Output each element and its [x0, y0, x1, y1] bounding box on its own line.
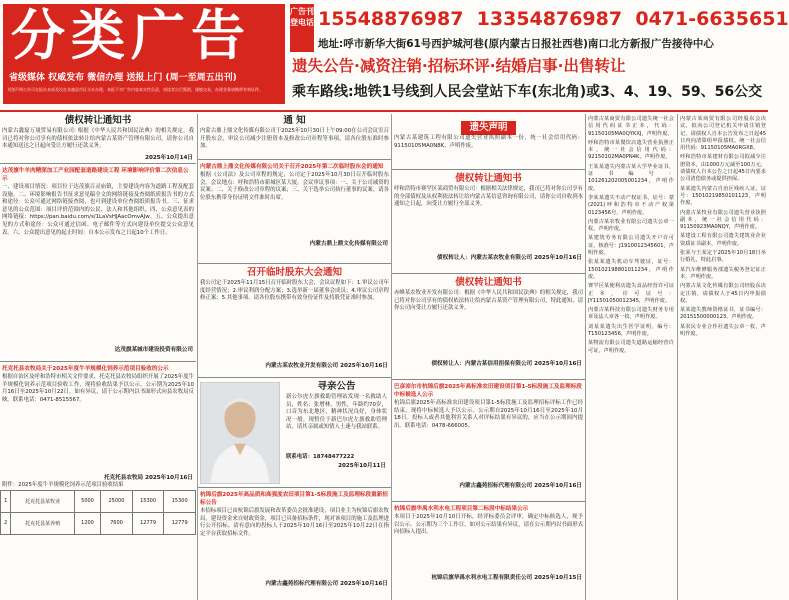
table-cell: 5000	[74, 490, 100, 512]
notice-title: 通 知	[283, 115, 306, 126]
column-3	[391, 114, 584, 600]
notice-body: 呼和浩特市赛罕区某商贸有限公司：根据相关法律规定，我司已将对你公司享有的全部债权及从权利依法转让给内蒙古某信息咨询有限公司，请你公司自收到本通知之日起，向受让方履行全部义务。	[394, 186, 583, 208]
notice-title: 债权转让通知书	[455, 173, 522, 184]
list-item: 某农民专业合作社遗失公章一枚，声明作废。	[680, 323, 766, 338]
notice-signature: 达茂旗某城市建设投资有限公司	[114, 347, 193, 353]
notice-signature: 2025年10月11日	[338, 462, 386, 469]
list-item: 内蒙古某商贸有限公司经股东会决议，拟向公司登记机关申请注销登记，请债权人自本公告发布之日起45日内向清算组申报债权。统一社会信用代码：91150105MA0RGX8。	[680, 116, 766, 152]
notice-body: 一、建设项目情况：项目位于达茂旗百灵庙镇，主要建设内容为道路工程及配套设施。二、环境影响报告书征求意见稿全文的网络链接及查阅纸质报告书的方式和途径：公众可通过网络链接查阅，也可到建设单位查阅纸质报告书。三、征求意见的公众范围：项目评价范围内的公民、法人和其他组织。四、公众意见表的网络链接：https://pan.baidu.com/s/1LaVsHJAacOmvAJw。五、公众提出意见的方式和途径：公众可通过信函、电子邮件等方式向建设单位提交公众意见表。六、公众提出意见的起止时间：自本公示发布之日起10个工作日。	[2, 184, 194, 236]
notice-banner: 内蒙古鼎上鼎文化传媒有限公司关于召开2025年第二次临时股东会的通知	[200, 164, 384, 170]
table-cell: 2	[1, 512, 11, 534]
person-photo	[200, 382, 280, 484]
notice-signature: 债权转让人：内蒙古某信用担保有限公司 2025年10月16日	[431, 361, 582, 367]
notice-signature: 托克托县农牧局 2025年10月16日	[103, 475, 193, 481]
notice-signature: 内蒙古鑫苑招标代理有限公司 2025年10月16日	[265, 581, 388, 587]
notice-title: 债权转让通知书	[455, 277, 522, 288]
list-item: 张某与王某定于2025年10月18日举行婚礼，特此启事。	[680, 250, 766, 264]
notice-title: 遗失声明	[461, 121, 515, 135]
list-item: 某某遗失内蒙古自治区残疾人证，证号：15010219850101123，声明作废。	[680, 185, 766, 207]
notice-banner: 杭锦后旗2025年高品质和高强度农田项目第1-5标段施工及监理标段重新招标公告	[200, 492, 388, 506]
table-cell: 1	[1, 490, 11, 512]
list-item: 内蒙古某商贸有限公司遗失统一社会信用代码证书正本，代码：91150105MA0QYKXJ，声明作废。	[588, 116, 674, 137]
notice-tender	[198, 490, 391, 600]
header-divider	[0, 110, 768, 112]
table-row	[1, 512, 196, 534]
table-cell: 托克托县某牧业	[11, 490, 75, 512]
newspaper-header	[0, 0, 789, 110]
list-item: 某建筑劳务有限公司遗失开户许可证，核准号：J1910012345601，声明作废。	[588, 235, 674, 257]
table-cell: 12779	[164, 512, 196, 534]
notice-interim-meeting	[198, 266, 391, 378]
table-cell: 15300	[132, 490, 164, 512]
notice-lost-statement	[392, 114, 585, 170]
services-line: 遗失公告·减资注销·招标环评·结婚启事·出售转让	[292, 57, 626, 75]
masthead-slogan: 省级媒体 权威发布 微信办理 送报上门 (周一至周五出刊)	[9, 73, 237, 83]
column-5-classifieds	[677, 114, 768, 600]
table-cell: 25000	[101, 490, 133, 512]
office-address: 地址:呼市新华大街61号西护城河巷(原内蒙古日报社西巷)南口北方新报广告接待中心	[318, 38, 714, 50]
column-1	[0, 114, 196, 600]
notice-banner: 托克托县农牧局关于2025年度牛羊规模化饲养示范项目验收的公示	[2, 366, 169, 372]
contact-phone: 联系电话：18748477222	[286, 454, 355, 460]
phone-numbers	[318, 2, 789, 36]
notice-signature: 债权转让人：内蒙古某农牧业有限公司 2025年10月16日	[437, 255, 582, 261]
notice-body: 本招标项目已由杭锦后旗发展和改革委员会批准建设，项目业主为杭锦后旗农牧局，建设资金来自财政资金，项目已具备招标条件，现对该项目的施工及监理进行公开招标。请有意向的投标人于2025年10月16日至2025年10月22日在指定平台获取招标文件。	[200, 508, 389, 537]
notice-missing-person	[198, 380, 391, 488]
bus-route: 乘车路线:地铁1号线到人民会堂站下车(东北角)或3、4、19、59、56公交	[292, 84, 763, 100]
notice-bid-candidates	[392, 382, 585, 502]
list-item: 某物流有限公司遗失道路运输经营许可证，声明作废。	[588, 340, 674, 354]
notice-project-acceptance	[0, 364, 196, 600]
notice-signature: 内蒙古某农牧业开发有限公司 2025年10月16日	[265, 363, 388, 369]
list-item: 王某某遗失内蒙古某大学毕业证书，证书编号：101261202005001234，声明作废。	[588, 163, 674, 192]
notice-body: 内蒙古某建筑工程有限公司遗失营业执照副本一份，统一社会信用代码：91150105MA0N8K，声明作废。	[394, 135, 583, 149]
masthead-small-print: 刊登声明公告可在报社本部及设在各旗县市区分社办理，本报不对广告内容真实性负责，请读者自行甄别，谨慎交易，办理业务请携带有效证件。	[7, 87, 263, 92]
list-item: 内蒙古某农牧业有限公司遗失公章一枚，声明作废。	[588, 218, 674, 233]
list-item: 赛罕区某便利店遗失食品经营许可证正本，许可证号：JY11501050012345，声明作废。	[588, 283, 674, 304]
list-item: 刘某某遗失出生医学证明，编号：T150123456，声明作废。	[588, 323, 674, 338]
masthead-title: 分类广告	[11, 3, 251, 67]
table-cell: 7600	[101, 512, 133, 534]
list-item: 内蒙古某文化传媒有限公司经股东决定注销，请债权人于45日内申报债权。	[680, 283, 766, 304]
notice-body: 内蒙古鑫磊万晟贸易有限公司: 根据《中华人民共和国民法典》的相关规定，我司已将对你公司享有的债权依法转让给内蒙古某资产管理有限公司，请你公司自本通知送达之日起向受让方履行还款义务。	[2, 128, 194, 150]
list-item: 呼和浩特市某建材有限公司拟减少注册资本，由1000万元减至100万元，请债权人自本公告之日起45日内要求公司清偿债务或提供担保。	[680, 154, 766, 183]
notice-title: 寻亲公告	[317, 381, 356, 392]
notice-debt-transfer-2	[392, 172, 585, 274]
notice-debt-transfer-1	[0, 114, 196, 164]
notice-body: 杭锦后旗2025年高标准农田建设项目第1-5标段施工及监理招标评标工作已经结束，现将中标候选人予以公示。公示期自2025年10月16日至2025年10月18日。投标人或者其他利害关系人对评标结果有异议的，应当在公示期间内提出。联系电话：0478-666005。	[394, 400, 583, 429]
notice-banner: 杭锦后旗华禹水利水电工程项目第二标段中标结果公示	[394, 506, 529, 512]
notice-signature: 杭锦后旗华禹水利水电工程有限责任公司 2025年10月15日	[431, 575, 582, 581]
table-row	[1, 490, 196, 512]
list-item: 某建设工程有限公司遗失建筑业企业资质证书副本，声明作废。	[680, 233, 766, 247]
table-cell: 15300	[164, 490, 196, 512]
table-cell: 托克托县某养殖	[11, 512, 75, 534]
list-item: 某汽车维修服务部遗失税务登记证正本，声明作废。	[680, 266, 766, 280]
column-4-classifieds	[585, 114, 676, 600]
table-cell: 1200	[74, 512, 100, 534]
notice-body: 新公尔虎左旗救助管理站发现一名救助人员，姓名：张增林，男性，年龄约70岁，口音为东北地区，精神状况良好，身体状况一般。现暂住于新巴尔虎左旗救助管理站，请其亲属或知情人士速与我站联系。	[286, 394, 387, 431]
list-item: 呼和浩特市某餐饮店遗失营业执照正本，统一社会信用代码：92150102MA0PN4K，声明作废。	[588, 139, 674, 161]
notice-bid-result	[392, 504, 585, 600]
acceptance-table	[0, 490, 196, 535]
notice-title: 召开临时股东大会通知	[246, 267, 342, 278]
table-cell: 12779	[132, 512, 164, 534]
notice-body: 本项目于2025年10月10日开标，经评标委员会评审，确定中标候选人，现予以公示。公示期为三个工作日。如对公示结果有异议，请在公示期内以书面形式向招标人提出。	[394, 514, 583, 536]
masthead	[3, 4, 285, 104]
table-caption: 附件：2025年度牛羊规模化饲养示范项目验收结果	[2, 482, 124, 488]
notice-body: 根据自治区及呼和浩特市相关文件要求，托克托县农牧局组织开展了2025年度牛羊规模化饲养示范项目验收工作，现将验收结果予以公示。公示期为2025年10月16日至2025年10月22日。如有异议，请于公示期内以书面形式向县农牧局反映。联系电话：0471-8515567。	[2, 374, 194, 403]
phone-2: 13354876987	[476, 8, 623, 30]
notice-debt-transfer-3	[392, 276, 585, 380]
notice-signature: 内蒙古鼎上鼎文化传媒有限公司	[309, 241, 388, 247]
notice-banner: 达茂旗牛羊肉精深加工产业园配套道路建设工程 环境影响评价第二次信息公示	[2, 168, 189, 182]
list-item: 李某某遗失不动产权证书，证号：蒙(2021)呼和浩特市不动产权第0123456号，声明作废。	[588, 194, 674, 216]
list-item: 内蒙古某科技有限公司遗失财务专用章及法人章各一枚，声明作废。	[588, 307, 674, 321]
notice-body: 我公司定于2025年11月15日召开临时股东大会，会议议程如下：1.审议公司年度经营情况；2.审议利润分配方案；3.选举新一届董事会成员；4.审议公司章程修正案；5.其他事项。请各位股东携带有效身份证件及持股凭证准时参加。	[200, 280, 389, 302]
notice-signature: 2025年10月14日	[145, 155, 193, 161]
person-photo-image	[201, 383, 279, 483]
notice-title: 债权转让通知书	[64, 115, 132, 126]
hotline-label: 广告刊登电话	[290, 4, 314, 52]
notice-signature: 内蒙古鑫苑招标代理有限公司 2025年10月16日	[459, 483, 582, 489]
phone-1: 15548876987	[318, 8, 464, 30]
list-item: 某某遗失教师资格证书，证书编号：20151500000123，声明作废。	[680, 307, 766, 321]
notice-body: 赤峰某农牧业开发有限公司：根据《中华人民共和国民法典》的相关规定，我司已将对你公司享有的债权依法转让给内蒙古某资产管理有限公司，特此通知，请你公司向受让方履行还款义务。	[394, 290, 583, 312]
list-item: 内蒙古某牧业有限公司遗失营业执照副本，统一社会信用代码：91150923MA0NQY，声明作废。	[680, 209, 766, 231]
notice-body: 内蒙古鼎上鼎文化传媒有限公司于2025年10月30日上午09:00在公司会议室召开股东会，审议公司减少注册资本及修改公司章程等事项，请各位股东准时参加。	[200, 128, 389, 150]
notice-eia-publicity	[0, 166, 196, 362]
notice-body: 根据《公司法》及公司章程的规定，公司定于2025年10月30日召开临时股东会。会议地点：呼和浩特市新城区某大厦。会议审议事项：一、关于公司减资的议案；二、关于修改公司章程的议案；三、关于选举公司执行董事的议案。请各位股东携带身份证明文件准时出席。	[200, 172, 389, 201]
column-2	[197, 114, 390, 600]
phone-3: 0471-6635651	[635, 8, 789, 30]
notice-shareholder-meeting	[198, 162, 391, 264]
classified-list	[678, 114, 768, 342]
classified-list	[586, 114, 676, 359]
notice-general	[198, 114, 391, 160]
notice-banner: 巴彦淖尔市杭锦后旗2025年高标准农田建设项目第1-5标段施工及监理标段中标候选人公示	[394, 384, 582, 398]
list-item: 张某某遗失机动车驾驶证，证号：150102198801011234，声明作废。	[588, 259, 674, 280]
